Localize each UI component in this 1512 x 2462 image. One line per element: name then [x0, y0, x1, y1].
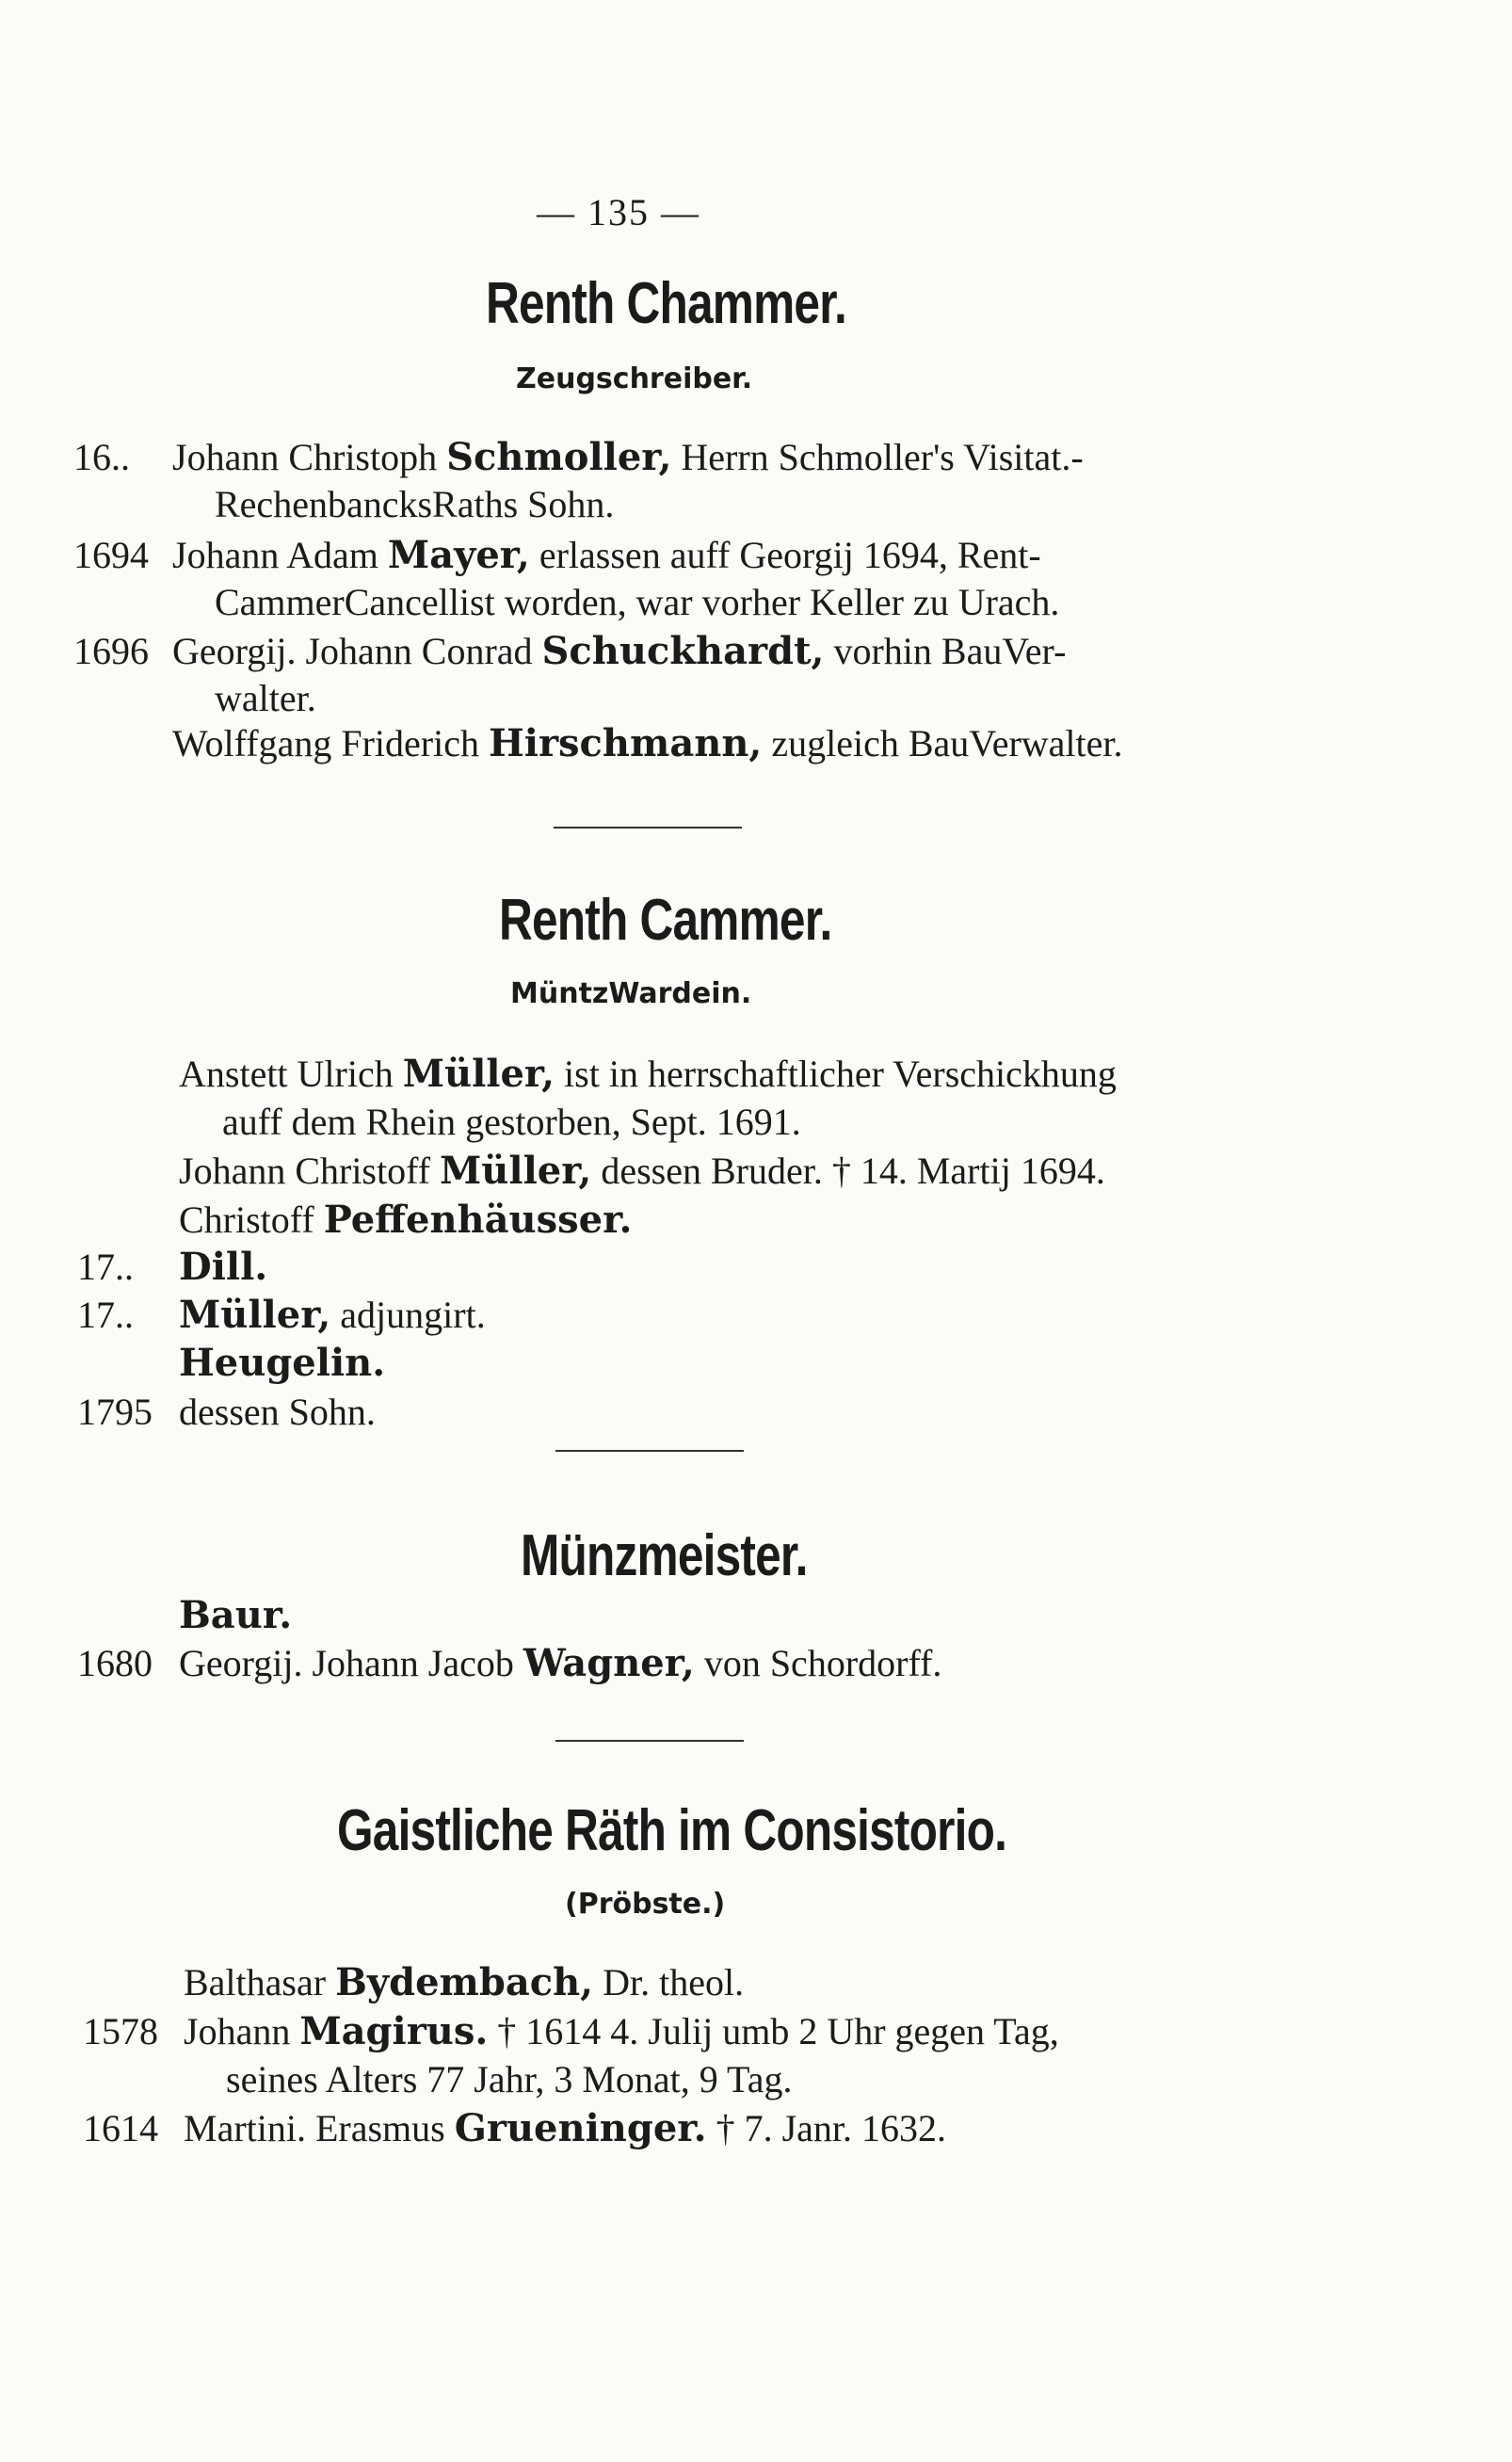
entry-rest: Herrn Schmoller's Visitat.- — [681, 436, 1084, 478]
entry-year: 17.. — [77, 1294, 134, 1336]
entry-name: Wagner, — [523, 1641, 695, 1685]
entry-line — [172, 533, 1041, 578]
entry-year: 1680 — [77, 1642, 153, 1684]
section-divider — [555, 1740, 744, 1742]
entry-first: Johann Christoff — [179, 1150, 431, 1192]
section-subheading: (Pröbste.) — [565, 1888, 726, 1921]
entry-first: Anstett Ulrich — [179, 1053, 394, 1095]
entry-rest: zugleich BauVerwalter. — [771, 722, 1123, 764]
entry-first: Johann Adam — [172, 534, 378, 576]
entry-continuation: auff dem Rhein gestorben, Sept. 1691. — [222, 1101, 801, 1143]
section-heading: Renth Chammer. — [486, 271, 846, 336]
entry-year: 1614 — [83, 2107, 158, 2149]
entry-line — [184, 2009, 1059, 2054]
entry-rest: von Schordorff. — [703, 1642, 942, 1684]
entry-line — [179, 1198, 632, 1243]
section-divider — [554, 827, 742, 829]
entry-line — [179, 1149, 1105, 1194]
page-number: — 135 — — [537, 191, 700, 233]
entry-line — [172, 721, 1123, 766]
entry-name: Bydembach, — [335, 1960, 594, 2004]
section-subheading: MüntzWardein. — [510, 977, 752, 1010]
entry-line — [179, 1052, 1117, 1097]
entry-rest: dessen Bruder. † 14. Martij 1694. — [601, 1150, 1105, 1192]
entry-first: Georgij. Johann Jacob — [179, 1642, 514, 1684]
entry-line — [179, 1245, 267, 1290]
entry-line — [172, 629, 1066, 674]
entry-name: Schuckhardt, — [541, 629, 825, 673]
entry-rest: † 7. Janr. 1632. — [716, 2107, 947, 2149]
entry-name: Peffenhäusser. — [323, 1198, 633, 1242]
entry-year: 1795 — [77, 1391, 153, 1433]
entry-name: Müller, — [402, 1052, 555, 1096]
entry-year: 17.. — [77, 1246, 134, 1288]
section-divider — [555, 1450, 744, 1452]
entry-first: Georgij. Johann Conrad — [172, 630, 533, 672]
section-heading: Münzmeister. — [521, 1523, 808, 1588]
entry-continuation: CammerCancellist worden, war vorher Keller zu Urach. — [215, 581, 1060, 623]
entry-year: 1696 — [73, 630, 149, 672]
entry-year: 16.. — [73, 436, 130, 478]
entry-rest: ist in herrschaftlicher Verschickhung — [564, 1053, 1117, 1095]
entry-first: Martini. Erasmus — [184, 2107, 445, 2149]
entry-rest: † 1614 4. Julij umb 2 Uhr gegen Tag, — [497, 2010, 1059, 2052]
entry-line — [184, 2106, 946, 2151]
section-subheading: Zeugschreiber. — [516, 362, 753, 395]
entry-line — [184, 1960, 744, 2005]
section-subheading: Baur. — [179, 1593, 293, 1637]
entry-name: Schmoller, — [446, 435, 672, 479]
entry-name: Dill. — [179, 1245, 268, 1289]
entry-first: Johann — [184, 2010, 291, 2052]
entry-rest: Dr. theol. — [603, 1961, 745, 2003]
entry-rest: erlassen auff Georgij 1694, Rent- — [539, 534, 1041, 576]
entry-name: Magirus. — [299, 2009, 489, 2053]
entry-name: Grueninger. — [454, 2106, 707, 2150]
entry-name: Mayer, — [387, 533, 530, 577]
section-heading: Gaistliche Räth im Consistorio. — [337, 1798, 1007, 1863]
entry-line — [172, 435, 1084, 480]
entry-name: Müller, — [440, 1149, 592, 1193]
entry-name: Hirschmann, — [488, 721, 763, 765]
entry-rest: adjungirt. — [340, 1294, 486, 1336]
entry-continuation: seines Alters 77 Jahr, 3 Monat, 9 Tag. — [226, 2058, 793, 2100]
entry-line — [179, 1293, 486, 1338]
entry-line — [179, 1341, 385, 1386]
entry-first: dessen Sohn. — [179, 1391, 376, 1433]
entry-year: 1578 — [83, 2010, 158, 2052]
entry-first: Christoff — [179, 1199, 314, 1241]
entry-first: Wolffgang Friderich — [172, 722, 479, 764]
entry-name: Heugelin. — [179, 1341, 386, 1385]
entry-line — [179, 1641, 941, 1686]
entry-first: Johann Christoph — [172, 436, 438, 478]
entry-rest: vorhin BauVer- — [833, 630, 1067, 672]
entry-year: 1694 — [73, 534, 149, 576]
entry-continuation: walter. — [215, 677, 316, 719]
section-heading: Renth Cammer. — [499, 888, 832, 953]
entry-continuation: RechenbancksRaths Sohn. — [215, 483, 615, 525]
entry-first: Balthasar — [184, 1961, 327, 2003]
entry-name: Müller, — [179, 1293, 331, 1337]
